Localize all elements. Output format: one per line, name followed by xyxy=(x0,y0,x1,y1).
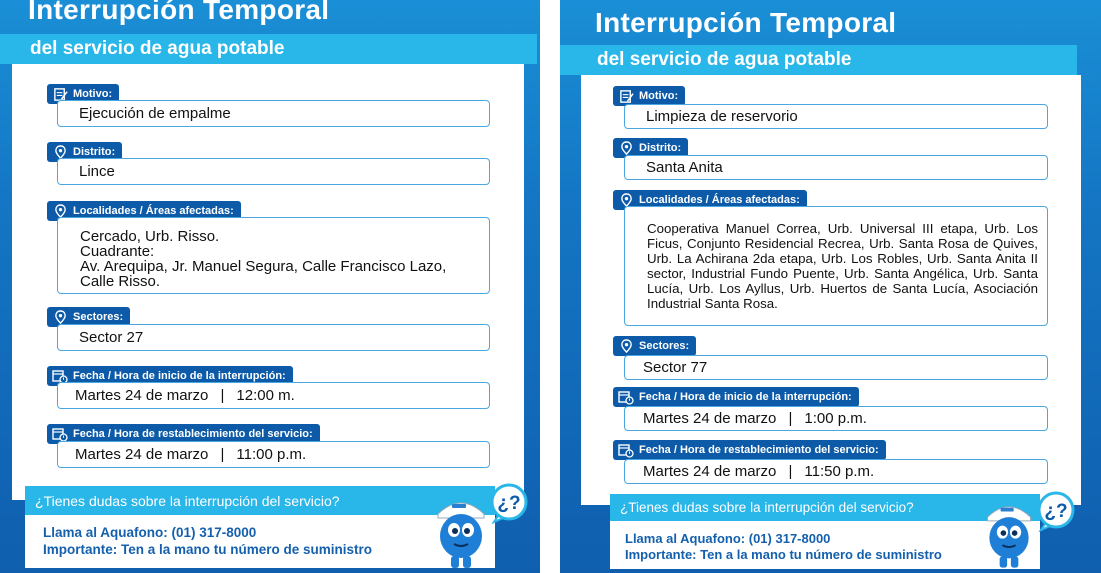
calendar-clock-icon xyxy=(618,389,634,405)
water-drop-mascot xyxy=(980,496,1038,572)
svg-text:¿?: ¿? xyxy=(497,493,521,514)
separator: | xyxy=(788,410,793,427)
calendar-clock-icon xyxy=(52,426,68,442)
restablecimiento-label-text: Fecha / Hora de restablecimiento del servicio: xyxy=(639,444,879,456)
sectores-label-text: Sectores: xyxy=(73,311,124,323)
notice-panel-left xyxy=(0,0,540,573)
notice-subtitle: del servicio de agua potable xyxy=(560,45,1077,75)
faq-box xyxy=(25,486,495,568)
areas-label-text: Localidades / Áreas afectadas: xyxy=(73,205,234,217)
notepad-icon xyxy=(618,88,634,104)
restablecimiento-value xyxy=(624,459,1048,484)
notice-card xyxy=(12,64,524,500)
motivo-value-text: Ejecución de empalme xyxy=(79,105,231,122)
distrito-label-text: Distrito: xyxy=(639,142,682,154)
sectores-value-text: Sector 77 xyxy=(643,359,708,376)
inicio-value xyxy=(624,406,1048,431)
inicio-label-text: Fecha / Hora de inicio de la interrupción: xyxy=(73,370,286,382)
restablecimiento-fecha: Martes 24 de marzo xyxy=(643,463,777,480)
notice-subtitle: del servicio de agua potable xyxy=(0,34,537,64)
faq-phone: Llama al Aquafono: (01) 317-8000 xyxy=(625,531,831,546)
restablecimiento-fecha: Martes 24 de marzo xyxy=(75,446,209,463)
separator: | xyxy=(220,387,225,404)
areas-value xyxy=(624,206,1048,326)
sectores-value xyxy=(624,355,1048,380)
restablecimiento-label-text: Fecha / Hora de restablecimiento del servicio: xyxy=(73,428,313,440)
faq-question: ¿Tienes dudas sobre la interrupción del servicio? xyxy=(610,494,1040,521)
distrito-label-text: Distrito: xyxy=(73,146,116,158)
faq-note: Importante: Ten a la mano tu número de suministro xyxy=(625,547,942,562)
inicio-label-text: Fecha / Hora de inicio de la interrupción: xyxy=(639,391,852,403)
inicio-fecha: Martes 24 de marzo xyxy=(75,387,209,404)
location-pin-icon xyxy=(618,140,634,156)
areas-text: Cooperativa Manuel Correa, Urb. Universal III etapa, Urb. Los Ficus, Conjunto Residencial Recrea, Urb. Santa Rosa de Quives, Urb. La Achirana 2da etapa, Urb. Los Robles, Urb. Santa Anita II sector, Industrial Fundo Puente, Urb. Santa Angélica, Urb. Santa Lucía, Urb. Los Ayllus, Urb. Huertos de Santa Lucía, Asociación Industrial Santa Rosa. xyxy=(647,221,1038,311)
question-bubble-icon xyxy=(488,482,530,524)
inicio-value xyxy=(57,382,490,409)
distrito-value-text: Santa Anita xyxy=(646,159,723,176)
sectores-label xyxy=(613,336,696,356)
motivo-value xyxy=(57,100,490,127)
motivo-label-text: Motivo: xyxy=(639,90,679,102)
distrito-value xyxy=(57,158,490,185)
separator: | xyxy=(788,463,793,480)
faq-note: Importante: Ten a la mano tu número de suministro xyxy=(43,542,373,557)
inicio-fecha: Martes 24 de marzo xyxy=(643,410,777,427)
separator: | xyxy=(220,446,225,463)
restablecimiento-value xyxy=(57,441,490,468)
svg-text:¿?: ¿? xyxy=(1044,501,1068,522)
restablecimiento-hora: 11:50 p.m. xyxy=(804,463,875,480)
motivo-value-text: Limpieza de reservorio xyxy=(646,108,798,125)
notice-card xyxy=(581,75,1081,505)
inicio-hora: 12:00 m. xyxy=(236,387,295,404)
distrito-value-text: Lince xyxy=(79,163,115,180)
areas-label-text: Localidades / Áreas afectadas: xyxy=(639,194,800,206)
areas-value xyxy=(57,217,490,294)
restablecimiento-hora: 11:00 p.m. xyxy=(236,446,307,463)
motivo-label xyxy=(613,86,685,106)
inicio-hora: 1:00 p.m. xyxy=(804,410,867,427)
inicio-label xyxy=(613,387,859,407)
motivo-label-text: Motivo: xyxy=(73,88,113,100)
notice-title: Interrupción Temporal xyxy=(28,0,330,25)
sectores-value-text: Sector 27 xyxy=(79,329,144,346)
faq-question: ¿Tienes dudas sobre la interrupción del servicio? xyxy=(25,486,495,515)
sectores-value xyxy=(57,324,490,351)
calendar-clock-icon xyxy=(618,442,634,458)
faq-phone: Llama al Aquafono: (01) 317-8000 xyxy=(43,525,257,540)
areas-line: Av. Arequipa, Jr. Manuel Segura, Calle Francisco Lazo, xyxy=(80,258,447,275)
faq-box xyxy=(610,494,1040,569)
distrito-value xyxy=(624,155,1048,180)
areas-line: Cuadrante: xyxy=(80,243,155,260)
restablecimiento-label xyxy=(613,440,886,460)
notice-panel-right xyxy=(560,0,1101,573)
areas-line: Calle Risso. xyxy=(80,273,161,290)
water-drop-mascot xyxy=(430,492,492,572)
location-pin-icon xyxy=(52,309,68,325)
areas-line: Cercado, Urb. Risso. xyxy=(80,228,220,245)
motivo-value xyxy=(624,104,1048,129)
notice-title: Interrupción Temporal xyxy=(595,7,897,38)
location-pin-icon xyxy=(618,338,634,354)
question-bubble-icon xyxy=(1035,490,1077,532)
sectores-label-text: Sectores: xyxy=(639,340,690,352)
